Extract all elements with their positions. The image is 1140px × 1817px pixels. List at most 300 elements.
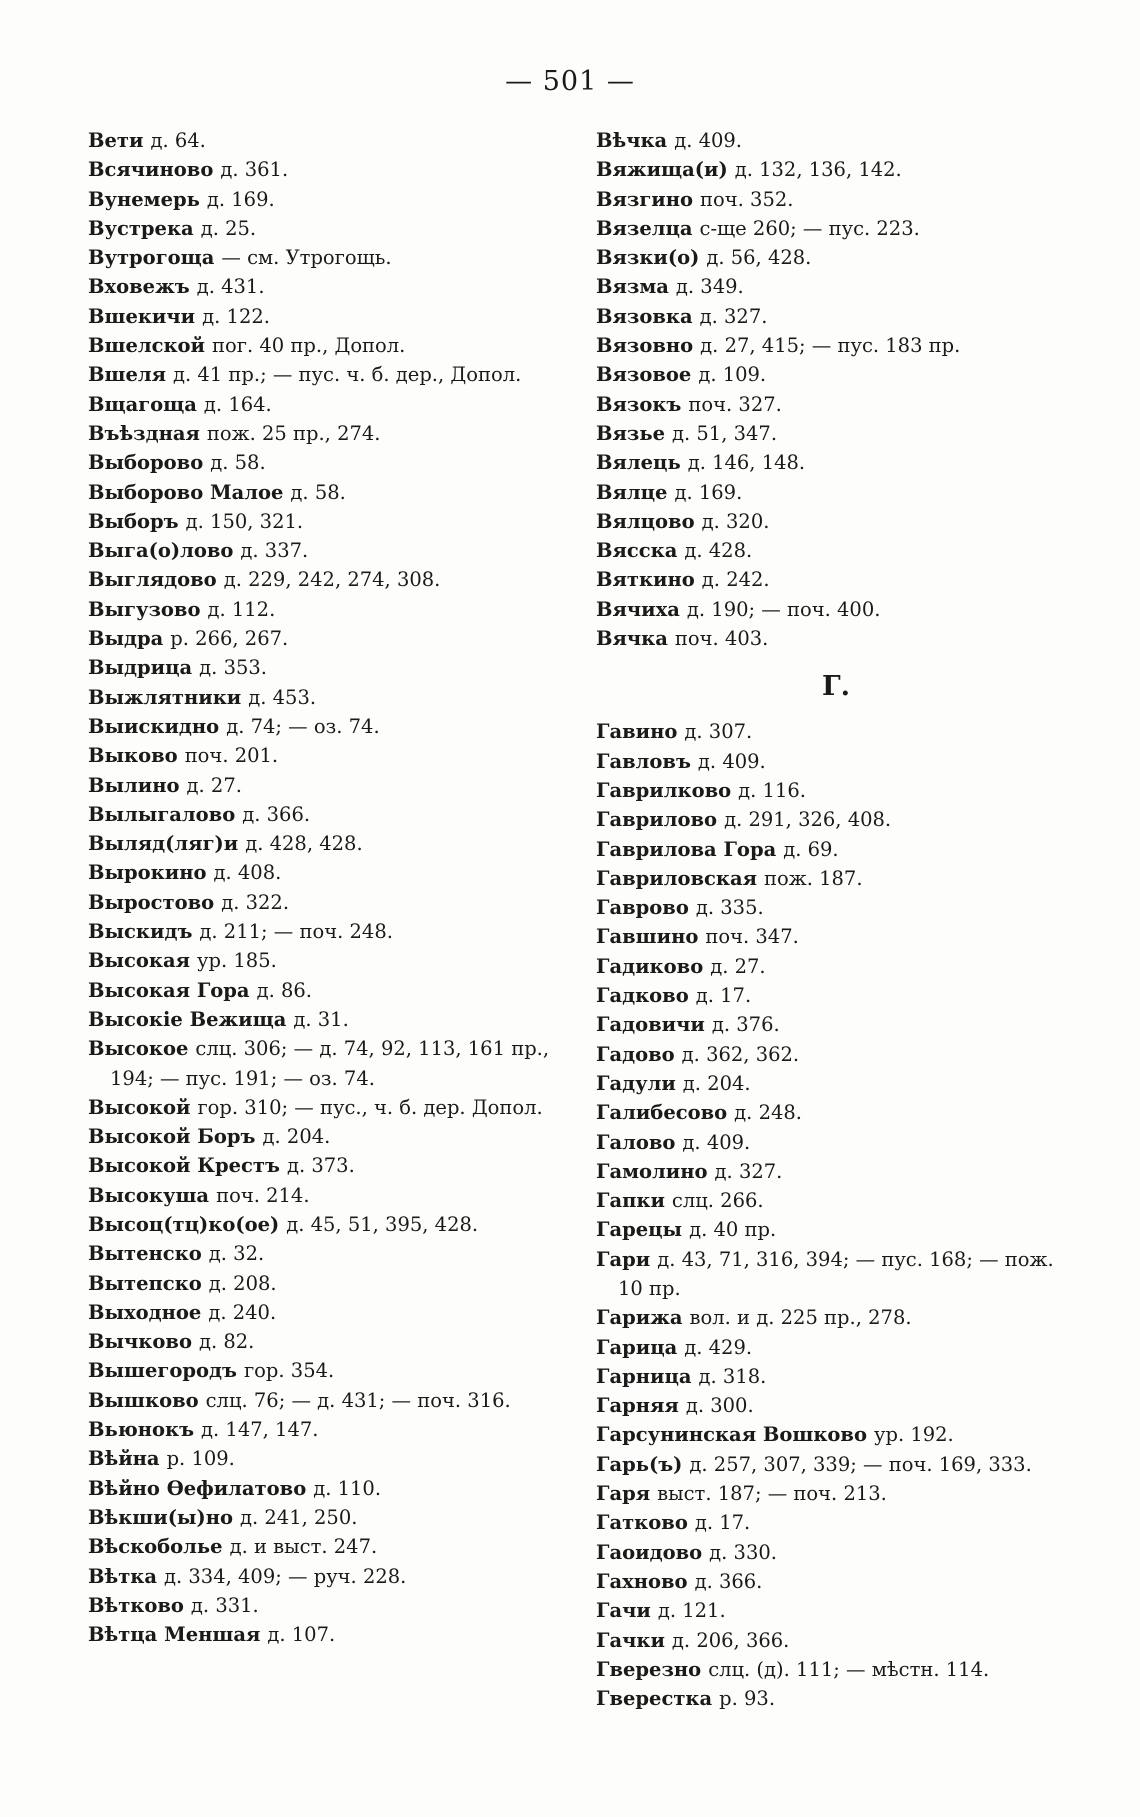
entry-references: д. 248. — [734, 1101, 802, 1125]
entry-term: Вщагоща — [88, 392, 197, 416]
index-entry — [596, 1626, 1076, 1655]
entry-term: Гарь(ъ) — [596, 1452, 683, 1476]
entry-references: поч. 352. — [700, 187, 794, 211]
entry-references: д. 291, 326, 408. — [724, 808, 892, 832]
entry-term: Гарица — [596, 1335, 678, 1359]
entry-term: Гверезно — [596, 1657, 702, 1681]
entry-term: Вутрогоща — [88, 246, 215, 270]
entry-term: Гаврилово — [596, 808, 718, 832]
entry-term: Гарница — [596, 1364, 692, 1388]
index-entry — [88, 771, 560, 800]
index-entry — [88, 1474, 560, 1503]
index-entry — [88, 1151, 560, 1180]
index-entry — [88, 1239, 560, 1268]
entry-term: Выгузово — [88, 597, 201, 621]
entry-references: д. 409. — [697, 749, 766, 773]
entry-term: Вышегородъ — [88, 1359, 237, 1383]
entry-term: Вязовка — [596, 304, 693, 328]
entry-references: д. 64. — [150, 129, 206, 152]
entry-term: Вшелской — [88, 334, 206, 358]
index-entry — [596, 864, 1076, 893]
entry-references: д. 409. — [674, 129, 743, 152]
index-entry — [596, 1508, 1076, 1537]
entry-references: д. 208. — [208, 1271, 277, 1295]
entry-references: гор. 310; — пус., ч. б. дер. Допол. — [197, 1095, 543, 1119]
entry-term: Выборъ — [88, 509, 179, 533]
entry-references: д. 322. — [221, 890, 290, 914]
entry-term: Вѣчка — [596, 129, 668, 152]
entry-term: Гаоидово — [596, 1540, 703, 1564]
entry-references: д. 257, 307, 339; — поч. 169, 333. — [689, 1452, 1032, 1476]
entry-references: р. 266, 267. — [170, 627, 289, 651]
entry-term: Высокуша — [88, 1183, 210, 1207]
entry-references: пог. 40 пр., Допол. — [212, 334, 406, 358]
entry-term: Выискидно — [88, 714, 220, 738]
entry-term: Гавшино — [596, 925, 699, 949]
entry-references: д. 335. — [695, 896, 764, 920]
entry-references: д. 204. — [682, 1071, 751, 1095]
entry-term: Выскидъ — [88, 920, 193, 944]
entry-term: Гарецы — [596, 1218, 683, 1242]
entry-references: д. 366. — [242, 802, 311, 826]
entry-references: д. 27. — [186, 773, 242, 797]
index-entry — [88, 1093, 560, 1122]
entry-term: Вети — [88, 129, 144, 152]
index-entry — [596, 1215, 1076, 1244]
entry-references: д. 51, 347. — [671, 421, 778, 445]
index-entry — [596, 1010, 1076, 1039]
entry-term: Гаврилково — [596, 778, 732, 802]
entry-term: Выростово — [88, 890, 215, 914]
index-entry — [596, 595, 1076, 624]
entry-term: Гадовичи — [596, 1013, 705, 1037]
entry-term: Гамолино — [596, 1159, 708, 1183]
entry-term: Гачи — [596, 1599, 651, 1623]
entry-term: Вялець — [596, 451, 681, 475]
entry-references: д. 361. — [220, 158, 289, 182]
entry-term: Выдрица — [88, 656, 193, 680]
entry-term: Гадово — [596, 1042, 675, 1066]
entry-term: Вылино — [88, 773, 180, 797]
entry-references: д. 40 пр. — [689, 1218, 777, 1242]
index-entry — [596, 1128, 1076, 1157]
index-entry — [596, 536, 1076, 565]
index-entry — [596, 776, 1076, 805]
entry-references: д. 366. — [694, 1569, 763, 1593]
entry-term: Вязье — [596, 421, 665, 445]
entry-term: Выглядово — [88, 568, 217, 592]
entry-references: д. 58. — [210, 451, 266, 475]
entry-term: Гачки — [596, 1628, 665, 1652]
index-entry — [88, 1356, 560, 1385]
index-entry — [596, 1391, 1076, 1420]
index-entry — [88, 1005, 560, 1034]
entry-references: д. 428, 428. — [245, 832, 363, 856]
entry-term: Высокая Гора — [88, 978, 250, 1002]
entry-term: Вѣскоболье — [88, 1535, 223, 1559]
entry-term: Вѣкши(ы)но — [88, 1505, 233, 1529]
entry-term: Гадиково — [596, 954, 704, 978]
entry-references: д. 146, 148. — [687, 451, 806, 475]
entry-references: д. 45, 51, 395, 428. — [286, 1212, 479, 1236]
entry-term: Гавриловская — [596, 866, 758, 890]
entry-references: д. 56, 428. — [706, 246, 812, 270]
entry-term: Гарсунинская Вошково — [596, 1423, 867, 1447]
index-entry — [88, 419, 560, 448]
entry-term: Гарижа — [596, 1306, 683, 1330]
entry-term: Вѣтца Меншая — [88, 1623, 261, 1647]
index-entry — [596, 1157, 1076, 1186]
index-entry — [88, 595, 560, 624]
index-entry — [596, 805, 1076, 834]
index-entry — [596, 981, 1076, 1010]
entry-references: р. 109. — [166, 1447, 235, 1471]
entry-references: пож. 187. — [764, 866, 863, 890]
entry-term: Гадково — [596, 984, 689, 1008]
index-entry — [88, 683, 560, 712]
index-entry — [596, 565, 1076, 594]
index-entry — [88, 126, 560, 155]
entry-term: Вшекичи — [88, 304, 196, 328]
index-entry — [88, 829, 560, 858]
index-entry — [88, 1415, 560, 1444]
entry-term: Вшеля — [88, 363, 166, 387]
entry-references: д. 43, 71, 316, 394; — пус. 168; — пож. 10 пр. — [618, 1247, 1054, 1300]
entry-term: Вышково — [88, 1388, 199, 1412]
entry-references: д. 229, 242, 274, 308. — [223, 568, 441, 592]
entry-term: Вунемерь — [88, 187, 200, 211]
entry-term: Высокое — [88, 1037, 189, 1061]
entry-term: Высокая — [88, 949, 191, 973]
entry-term: Высокой Крестъ — [88, 1154, 280, 1178]
entry-term: Вязма — [596, 275, 669, 299]
entry-references: д. 429. — [684, 1335, 753, 1359]
entry-term: Вѣйно Өефилатово — [88, 1476, 307, 1500]
index-entry — [596, 1040, 1076, 1069]
entry-term: Гаврилова Гора — [596, 837, 777, 861]
index-entry — [88, 155, 560, 184]
entry-references: д. 327. — [699, 304, 768, 328]
entry-term: Вховежъ — [88, 275, 190, 299]
entry-term: Вялцово — [596, 509, 695, 533]
index-entry — [596, 478, 1076, 507]
index-entry — [88, 507, 560, 536]
index-entry — [88, 1181, 560, 1210]
entry-references: д. 453. — [248, 685, 317, 709]
entry-term: Вязгино — [596, 187, 694, 211]
entry-references: д. 17. — [695, 984, 752, 1008]
entry-references: поч. 403. — [674, 627, 769, 651]
entry-references: д. 211; — поч. 248. — [199, 920, 393, 944]
entry-references: д. 240. — [208, 1300, 277, 1324]
index-entry — [88, 1444, 560, 1473]
entry-references: д. 74; — оз. 74. — [226, 714, 380, 738]
entry-term: Вялце — [596, 480, 668, 504]
entry-references: д. 334, 409; — руч. 228. — [164, 1564, 407, 1588]
index-entry — [596, 1450, 1076, 1479]
index-entry — [88, 624, 560, 653]
entry-references: д. 122. — [202, 304, 270, 328]
right-column-g-entries — [596, 717, 1076, 1713]
entry-references: д. 169. — [674, 480, 743, 504]
entry-term: Гатково — [596, 1511, 688, 1535]
entry-references: д. 330. — [709, 1540, 777, 1564]
entry-term: Вытепско — [88, 1271, 202, 1295]
entry-references: д. 331. — [190, 1593, 259, 1617]
entry-references: д. 82. — [198, 1330, 255, 1354]
entry-references: д. 349. — [675, 275, 744, 299]
index-entry — [88, 917, 560, 946]
entry-references: д. 206, 366. — [671, 1628, 790, 1652]
entry-term: Вѣтка — [88, 1564, 157, 1588]
entry-term: Гари — [596, 1247, 651, 1271]
entry-references: д. 408. — [213, 861, 282, 885]
entry-term: Выборово — [88, 451, 204, 475]
entry-references: д. 409. — [682, 1130, 751, 1154]
entry-term: Выжлятники — [88, 685, 242, 709]
entry-references: д. 169. — [206, 187, 275, 211]
entry-term: Выходное — [88, 1300, 202, 1324]
entry-references: д. 112. — [207, 597, 276, 621]
entry-references: поч. 214. — [216, 1183, 310, 1207]
entry-term: Выга(о)лово — [88, 539, 234, 563]
left-column — [88, 126, 560, 1649]
entry-term: Вячка — [596, 627, 668, 651]
index-entry — [596, 1655, 1076, 1684]
index-entry — [88, 331, 560, 360]
index-entry — [596, 272, 1076, 301]
entry-references: д. 32. — [208, 1242, 265, 1266]
index-entry — [596, 1596, 1076, 1625]
entry-references: д. 376. — [711, 1013, 780, 1037]
entry-term: Гахново — [596, 1569, 688, 1593]
index-entry — [596, 1098, 1076, 1127]
index-entry — [596, 1567, 1076, 1596]
entry-references: д. 190; — поч. 400. — [686, 597, 881, 621]
entry-references: выст. 187; — поч. 213. — [657, 1482, 887, 1506]
entry-references: д. 327. — [714, 1159, 783, 1183]
index-entry — [596, 717, 1076, 746]
entry-references: д. 107. — [267, 1623, 336, 1647]
entry-references: д. 132, 136, 142. — [734, 158, 902, 182]
entry-term: Выляд(ляг)и — [88, 832, 239, 856]
index-entry — [88, 565, 560, 594]
entry-term: Высокіе Вежища — [88, 1007, 287, 1031]
index-entry — [596, 1479, 1076, 1508]
entry-term: Вязовое — [596, 363, 692, 387]
entry-term: Выборово Малое — [88, 480, 284, 504]
index-entry — [596, 185, 1076, 214]
entry-references: поч. 201. — [184, 744, 279, 768]
entry-references: слц. (д). 111; — мѣстн. 114. — [708, 1657, 990, 1681]
right-column — [596, 126, 1076, 1713]
right-column-v-entries — [596, 126, 1076, 653]
index-entry — [596, 1420, 1076, 1449]
entry-references: д. 116. — [738, 778, 806, 802]
index-entry — [596, 747, 1076, 776]
entry-references: ур. 192. — [873, 1423, 954, 1447]
entry-references: д. 337. — [240, 539, 309, 563]
index-entry — [88, 741, 560, 770]
index-entry — [88, 1562, 560, 1591]
index-entry — [88, 1591, 560, 1620]
index-entry — [88, 1210, 560, 1239]
entry-references: слц. 76; — д. 431; — поч. 316. — [205, 1388, 511, 1412]
index-entry — [596, 952, 1076, 981]
entry-references: д. 86. — [256, 978, 312, 1002]
entry-references: д. 27, 415; — пус. 183 пр. — [700, 334, 961, 358]
entry-term: Высоц(тц)ко(ое) — [88, 1212, 280, 1236]
entry-references: д. 69. — [783, 837, 839, 861]
entry-term: Вячиха — [596, 597, 680, 621]
entry-term: Высокой Боръ — [88, 1125, 256, 1149]
index-entry — [596, 922, 1076, 951]
index-entry — [596, 1684, 1076, 1713]
index-entry — [88, 976, 560, 1005]
index-entry — [596, 126, 1076, 155]
entry-term: Гадули — [596, 1071, 676, 1095]
entry-references: д. 307. — [684, 720, 753, 744]
index-entry — [88, 653, 560, 682]
index-entry — [88, 1532, 560, 1561]
entry-term: Вѣтково — [88, 1593, 184, 1617]
entry-term: Вясска — [596, 539, 678, 563]
entry-term: Гавловъ — [596, 749, 691, 773]
index-entry — [88, 1503, 560, 1532]
entry-term: Галово — [596, 1130, 676, 1154]
section-letter: Г. — [821, 671, 851, 703]
entry-references: р. 93. — [719, 1687, 776, 1711]
entry-references: д. 204. — [262, 1125, 331, 1149]
entry-term: Вязокъ — [596, 392, 682, 416]
entry-term: Вязовно — [596, 334, 694, 358]
index-entry — [88, 888, 560, 917]
index-entry — [88, 1386, 560, 1415]
entry-term: Гавино — [596, 720, 678, 744]
page-number: — 501 — — [505, 66, 635, 97]
entry-references: д. 300. — [685, 1394, 754, 1418]
entry-references: поч. 347. — [705, 925, 799, 949]
entry-references: д. 318. — [698, 1364, 767, 1388]
entry-references: д. 110. — [313, 1476, 382, 1500]
index-entry — [88, 800, 560, 829]
index-entry — [88, 1269, 560, 1298]
entry-term: Гаря — [596, 1482, 651, 1506]
index-entry — [596, 624, 1076, 653]
entry-term: Гверестка — [596, 1687, 713, 1711]
index-entry — [88, 185, 560, 214]
entry-references: пож. 25 пр., 274. — [206, 421, 381, 445]
entry-references: д. 27. — [710, 954, 766, 978]
index-entry — [88, 946, 560, 975]
entry-references: д. 241, 250. — [239, 1505, 358, 1529]
entry-term: Въѣздная — [88, 421, 200, 445]
entry-term: Гаврово — [596, 896, 689, 920]
entry-references: д. 121. — [657, 1599, 726, 1623]
entry-references: д. 362, 362. — [681, 1042, 800, 1066]
entry-term: Вязки(о) — [596, 246, 700, 270]
index-entry — [596, 331, 1076, 360]
entry-references: д. 428. — [684, 539, 753, 563]
index-entry — [596, 1069, 1076, 1098]
entry-references: д. 320. — [701, 509, 770, 533]
index-entry — [596, 390, 1076, 419]
entry-references: д. 25. — [200, 216, 257, 240]
entry-term: Вьюнокъ — [88, 1418, 195, 1442]
entry-references: д. 150, 321. — [185, 509, 304, 533]
entry-term: Выдра — [88, 627, 164, 651]
index-entry — [88, 1298, 560, 1327]
entry-term: Вяткино — [596, 568, 695, 592]
index-entry — [88, 390, 560, 419]
index-entry — [596, 1186, 1076, 1215]
entry-term: Всячиново — [88, 158, 214, 182]
entry-term: Высокой — [88, 1095, 191, 1119]
index-entry — [88, 1034, 560, 1093]
entry-references: д. 147, 147. — [201, 1418, 319, 1442]
entry-references: д. 373. — [286, 1154, 355, 1178]
index-entry — [88, 448, 560, 477]
index-entry — [596, 1333, 1076, 1362]
index-entry — [88, 272, 560, 301]
entry-term: Вяжища(и) — [596, 158, 728, 182]
index-entry — [596, 1362, 1076, 1391]
entry-term: Вырокино — [88, 861, 207, 885]
index-entry — [596, 419, 1076, 448]
index-entry — [88, 214, 560, 243]
entry-references: д. 109. — [698, 363, 767, 387]
entry-references: слц. 266. — [671, 1189, 764, 1213]
index-entry — [596, 835, 1076, 864]
entry-term: Галибесово — [596, 1101, 728, 1125]
index-entry — [596, 1303, 1076, 1332]
index-entry — [88, 1327, 560, 1356]
index-entry — [88, 478, 560, 507]
index-entry — [596, 1245, 1076, 1304]
index-entry — [596, 448, 1076, 477]
index-entry — [88, 360, 560, 389]
entry-references: д. и выст. 247. — [229, 1535, 378, 1559]
index-entry — [88, 858, 560, 887]
entry-references: слц. 306; — д. 74, 92, 113, 161 пр., 194; — пус. 191; — оз. 74. — [110, 1037, 550, 1090]
entry-references: д. 17. — [694, 1511, 751, 1535]
entry-references: д. 164. — [203, 392, 272, 416]
entry-term: Вѣйна — [88, 1447, 160, 1471]
entry-term: Гарняя — [596, 1394, 679, 1418]
index-entry — [88, 243, 560, 272]
index-entry — [596, 155, 1076, 184]
index-entry — [88, 1122, 560, 1151]
entry-term: Вустрека — [88, 216, 194, 240]
index-entry — [88, 1620, 560, 1649]
index-entry — [596, 214, 1076, 243]
entry-term: Вычково — [88, 1330, 192, 1354]
index-entry — [596, 302, 1076, 331]
entry-references: с-ще 260; — пус. 223. — [699, 216, 920, 240]
entry-references: д. 58. — [290, 480, 346, 504]
index-entry — [596, 243, 1076, 272]
index-entry — [596, 893, 1076, 922]
index-entry — [596, 1538, 1076, 1567]
entry-references: поч. 327. — [688, 392, 782, 416]
index-entry — [596, 360, 1076, 389]
entry-references: д. 31. — [293, 1007, 349, 1031]
entry-references: д. 353. — [199, 656, 267, 680]
index-entry — [88, 712, 560, 741]
entry-term: Вылыгалово — [88, 802, 236, 826]
index-entry — [596, 507, 1076, 536]
entry-references: — см. Утрогощь. — [221, 246, 392, 270]
